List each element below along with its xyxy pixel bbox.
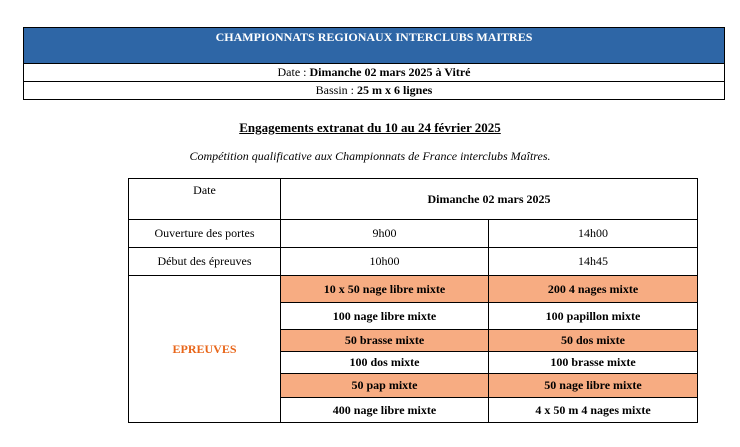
date-value: Dimanche 02 mars 2025 à Vitré [309, 65, 471, 79]
header-date-row [23, 63, 725, 82]
date-label: Date : [277, 65, 310, 79]
event-session2: 4 x 50 m 4 nages mixte [489, 398, 698, 423]
header-pool-row [23, 81, 725, 100]
event-session2: 100 papillon mixte [489, 303, 698, 330]
doors-label: Ouverture des portes [129, 220, 281, 248]
subtitle: Compétition qualificative aux Championnats de France interclubs Maîtres. [189, 149, 551, 163]
events-label: EPREUVES [129, 276, 281, 423]
header-title: CHAMPIONNATS REGIONAUX INTERCLUBS MAITRES [23, 27, 725, 64]
event-session1: 50 pap mixte [281, 374, 489, 398]
start-session1: 10h00 [281, 248, 489, 276]
date-value-cell: Dimanche 02 mars 2025 [281, 179, 698, 220]
event-session1: 10 x 50 nage libre mixte [281, 276, 489, 303]
start-row [129, 248, 698, 276]
header-box [23, 27, 725, 100]
date-row [129, 179, 698, 220]
pool-value: 25 m x 6 lignes [357, 83, 433, 97]
event-session2: 100 brasse mixte [489, 352, 698, 374]
schedule-table [128, 178, 698, 423]
event-session2: 200 4 nages mixte [489, 276, 698, 303]
event-session1: 100 dos mixte [281, 352, 489, 374]
section-title: Engagements extranat du 10 au 24 février 2025 [239, 120, 501, 135]
event-session1: 400 nage libre mixte [281, 398, 489, 423]
doors-session2: 14h00 [489, 220, 698, 248]
event-session1: 50 brasse mixte [281, 330, 489, 352]
start-session2: 14h45 [489, 248, 698, 276]
pool-label: Bassin : [315, 83, 357, 97]
event-session1: 100 nage libre mixte [281, 303, 489, 330]
event-session2: 50 dos mixte [489, 330, 698, 352]
doors-row [129, 220, 698, 248]
start-label: Début des épreuves [129, 248, 281, 276]
doors-session1: 9h00 [281, 220, 489, 248]
date-label-cell: Date [129, 179, 281, 220]
event-session2: 50 nage libre mixte [489, 374, 698, 398]
event-row [129, 276, 698, 303]
